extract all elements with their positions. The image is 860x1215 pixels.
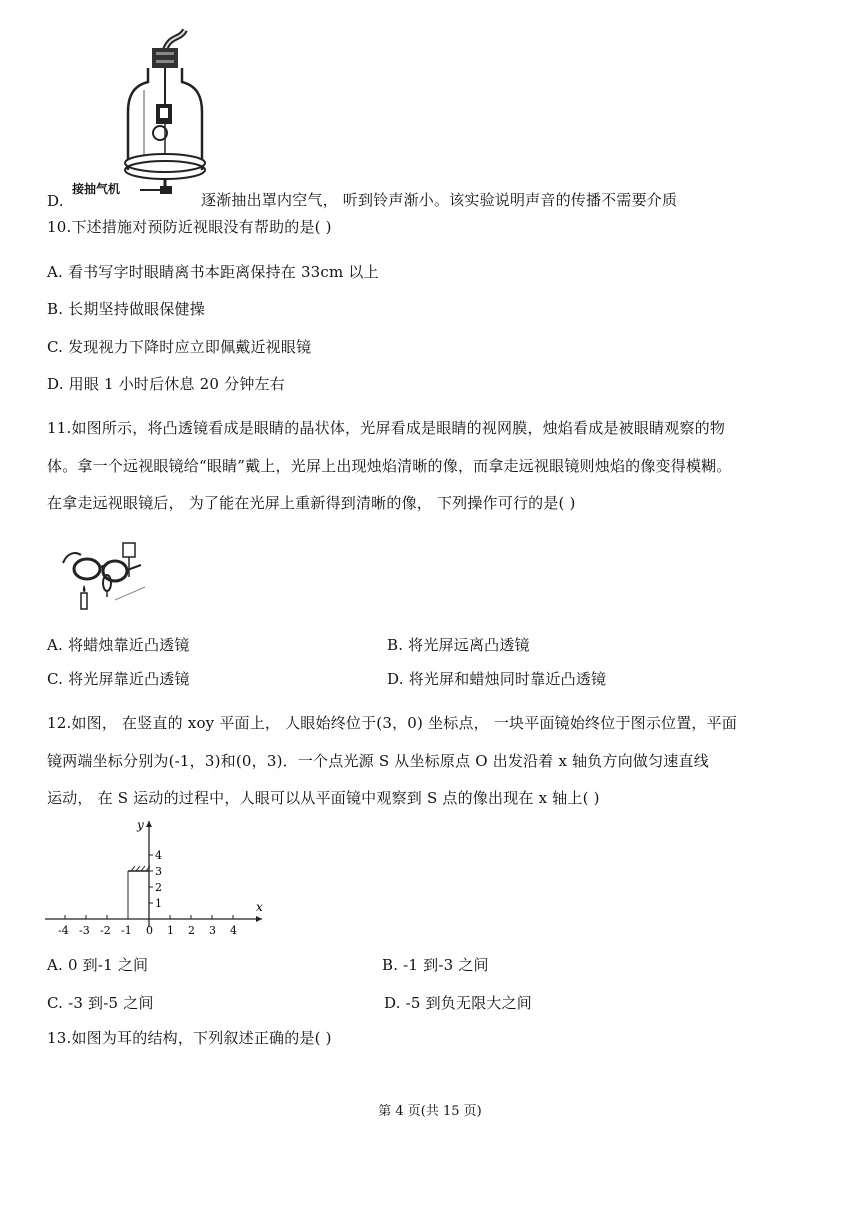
x-tick-label: -1 [121,924,132,937]
q11-stem-line-2: 体。拿一个远视眼镜给“眼睛”戴上，光屏上出现烛焰清晰的像，而拿走远视眼镜则烛焰的像变得模糊。 [47,457,732,475]
x-tick-label: 1 [167,924,174,937]
q9-option-d-letter: D. [47,192,64,210]
x-tick-label: 0 [146,924,153,937]
x-tick-label: 4 [230,924,237,937]
page-footer: 第 4 页(共 15 页) [378,1104,482,1119]
y-tick-label: 2 [155,881,162,894]
q12-stem-line-3: 运动， 在 S 运动的过程中，人眼可以从平面镜中观察到 S 点的像出现在 x 轴上( ) [47,789,600,807]
q10-option-a: A. 看书写字时眼睛离书本距离保持在 33cm 以上 [47,263,379,281]
figure-label-pump: 接抽气机 [72,182,121,196]
x-axis-label: x [256,900,263,914]
q11-option-b: B. 将光屏远离凸透镜 [387,636,530,654]
y-axis-arrow [146,821,152,827]
q10-option-b: B. 长期坚持做眼保健操 [47,300,205,318]
q11-stem-line-3: 在拿走远视眼镜后， 为了能在光屏上重新得到清晰的像， 下列操作可行的是( ) [47,494,576,512]
x-tick-label: -4 [58,924,69,937]
y-tick-label: 4 [155,849,162,862]
y-tick-label: 1 [155,897,162,910]
y-tick-label: 3 [155,865,162,878]
q9-option-d-text: 逐渐抽出罩内空气， 听到铃声渐小。该实验说明声音的传播不需要介质 [201,191,678,209]
q13-stem: 13.如图为耳的结构，下列叙述正确的是( ) [47,1029,332,1047]
q10-option-d: D. 用眼 1 小时后休息 20 分钟左右 [47,375,285,393]
q11-option-d: D. 将光屏和蜡烛同时靠近凸透镜 [387,670,607,688]
q12-stem-line-2: 镜两端坐标分别为(-1，3)和(0，3)．一个点光源 S 从坐标原点 O 出发沿着 x 轴负方向做匀速直线 [47,752,709,770]
q12-option-a: A. 0 到-1 之间 [47,956,149,974]
q11-stem-line-1: 11.如图所示，将凸透镜看成是眼睛的晶状体，光屏看成是眼睛的视网膜，烛焰看成是被眼睛观察的物 [47,419,726,437]
q12-stem-line-1: 12.如图， 在竖直的 xoy 平面上， 人眼始终位于(3，0) 坐标点， 一块平面镜始终位于图示位置，平面 [47,714,738,732]
x-tick-label: -3 [79,924,90,937]
x-tick-label: 3 [209,924,216,937]
q12-option-d: D. -5 到负无限大之间 [384,994,533,1012]
q10-stem: 10.下述措施对预防近视眼没有帮助的是( ) [47,218,332,236]
y-axis-label: y [137,818,144,832]
coordinate-figure [40,815,275,945]
q11-option-c: C. 将光屏靠近凸透镜 [47,670,190,688]
q12-option-c: C. -3 到-5 之间 [47,994,154,1012]
x-tick-label: 2 [188,924,195,937]
q10-option-c: C. 发现视力下降时应立即佩戴近视眼镜 [47,338,312,356]
x-tick-label: -2 [100,924,111,937]
q11-option-a: A. 将蜡烛靠近凸透镜 [47,636,190,654]
x-axis-arrow [256,916,262,922]
lens-experiment-figure [55,535,165,620]
q12-option-b: B. -1 到-3 之间 [382,956,489,974]
